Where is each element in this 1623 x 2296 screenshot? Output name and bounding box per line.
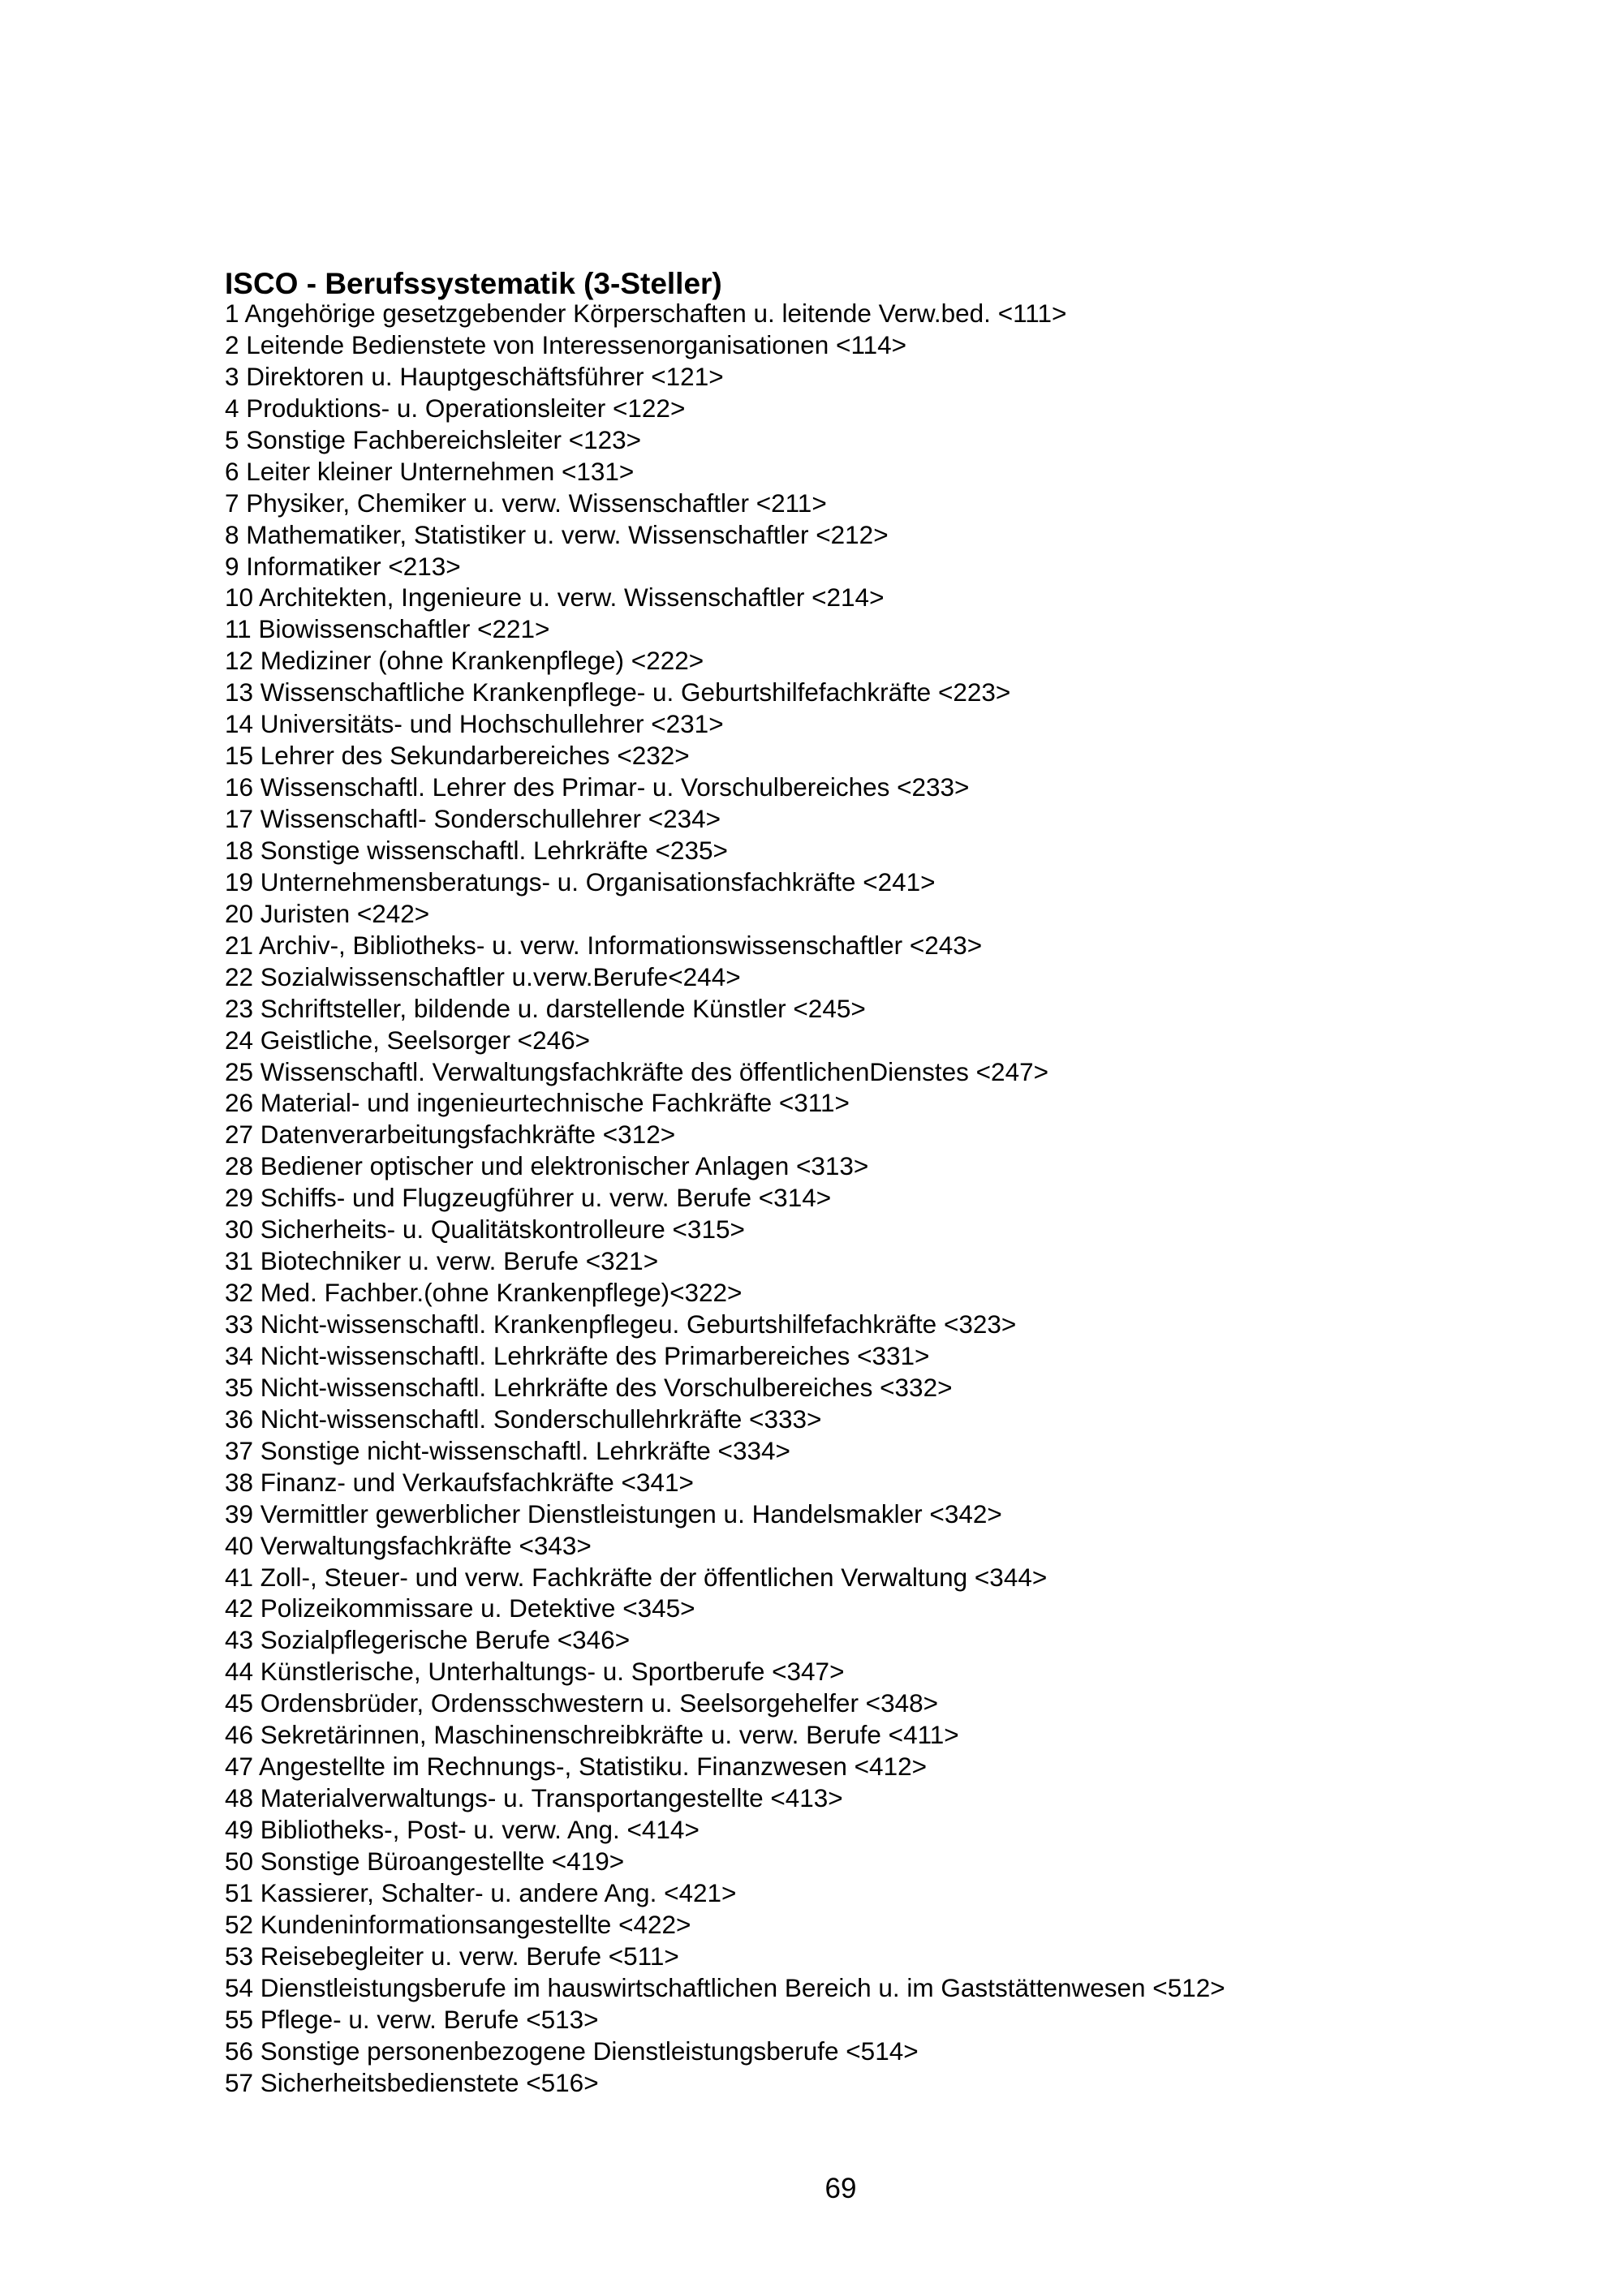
- list-item: 34 Nicht-wissenschaftl. Lehrkräfte des Primarbereiches <331>: [225, 1340, 930, 1370]
- list-item: 56 Sonstige personenbezogene Dienstleistungsberufe <514>: [225, 2036, 919, 2066]
- list-item: 26 Material- und ingenieurtechnische Fachkräfte <311>: [225, 1088, 850, 1118]
- list-item: 14 Universitäts- und Hochschullehrer <231>: [225, 709, 724, 739]
- list-item: 45 Ordensbrüder, Ordensschwestern u. Seelsorgehelfer <348>: [225, 1688, 939, 1718]
- list-item: 3 Direktoren u. Hauptgeschäftsführer <121>: [225, 361, 724, 391]
- list-item: 12 Mediziner (ohne Krankenpflege) <222>: [225, 646, 704, 676]
- page-title: ISCO - Berufssystematik (3-Steller): [225, 266, 722, 300]
- list-item: 40 Verwaltungsfachkräfte <343>: [225, 1530, 592, 1560]
- list-item: 37 Sonstige nicht-wissenschaftl. Lehrkräfte <334>: [225, 1435, 790, 1465]
- list-item: 20 Juristen <242>: [225, 898, 430, 928]
- list-item: 22 Sozialwissenschaftler u.verw.Berufe<244>: [225, 961, 741, 991]
- list-item: 21 Archiv-, Bibliotheks- u. verw. Informationswissenschaftler <243>: [225, 930, 983, 960]
- list-item: 33 Nicht-wissenschaftl. Krankenpflegeu. Geburtshilfefachkräfte <323>: [225, 1309, 1017, 1339]
- list-item: 23 Schriftsteller, bildende u. darstellende Künstler <245>: [225, 993, 866, 1023]
- list-item: 47 Angestellte im Rechnungs-, Statistiku. Finanzwesen <412>: [225, 1752, 928, 1782]
- list-item: 16 Wissenschaftl. Lehrer des Primar- u. Vorschulbereiches <233>: [225, 772, 970, 802]
- list-item: 2 Leitende Bedienstete von Interessenorganisationen <114>: [225, 329, 907, 359]
- list-item: 51 Kassierer, Schalter- u. andere Ang. <421>: [225, 1877, 737, 1907]
- list-item: 25 Wissenschaftl. Verwaltungsfachkräfte des öffentlichenDienstes <247>: [225, 1056, 1049, 1086]
- list-item: 31 Biotechniker u. verw. Berufe <321>: [225, 1246, 659, 1276]
- list-item: 13 Wissenschaftliche Krankenpflege- u. Geburtshilfefachkräfte <223>: [225, 677, 1011, 707]
- list-item: 6 Leiter kleiner Unternehmen <131>: [225, 456, 635, 486]
- list-item: 35 Nicht-wissenschaftl. Lehrkräfte des Vorschulbereiches <332>: [225, 1372, 953, 1402]
- list-item: 18 Sonstige wissenschaftl. Lehrkräfte <235>: [225, 835, 728, 865]
- list-item: 48 Materialverwaltungs- u. Transportangestellte <413>: [225, 1783, 843, 1813]
- list-item: 55 Pflege- u. verw. Berufe <513>: [225, 2004, 599, 2034]
- list-item: 49 Bibliotheks-, Post- u. verw. Ang. <414>: [225, 1815, 700, 1844]
- list-item: 15 Lehrer des Sekundarbereiches <232>: [225, 741, 690, 771]
- list-item: 29 Schiffs- und Flugzeugführer u. verw. Berufe <314>: [225, 1183, 832, 1213]
- list-item: 50 Sonstige Büroangestellte <419>: [225, 1846, 625, 1876]
- list-item: 52 Kundeninformationsangestellte <422>: [225, 1909, 691, 1939]
- list-item: 24 Geistliche, Seelsorger <246>: [225, 1025, 591, 1055]
- list-item: 9 Informatiker <213>: [225, 551, 461, 581]
- list-item: 41 Zoll-, Steuer- und verw. Fachkräfte der öffentlichen Verwaltung <344>: [225, 1562, 1048, 1592]
- list-item: 38 Finanz- und Verkaufsfachkräfte <341>: [225, 1467, 694, 1497]
- list-item: 32 Med. Fachber.(ohne Krankenpflege)<322>: [225, 1278, 743, 1308]
- list-item: 11 Biowissenschaftler <221>: [225, 614, 550, 644]
- list-item: 39 Vermittler gewerblicher Dienstleistungen u. Handelsmakler <342>: [225, 1498, 1002, 1529]
- list-item: 4 Produktions- u. Operationsleiter <122>: [225, 393, 686, 423]
- occupation-list: [225, 298, 1225, 2098]
- list-item: 7 Physiker, Chemiker u. verw. Wissenschaftler <211>: [225, 488, 827, 518]
- list-item: 54 Dienstleistungsberufe im hauswirtschaftlichen Bereich u. im Gaststättenwesen <512>: [225, 1972, 1225, 2002]
- list-item: 42 Polizeikommissare u. Detektive <345>: [225, 1593, 695, 1623]
- list-item: 44 Künstlerische, Unterhaltungs- u. Sportberufe <347>: [225, 1657, 845, 1687]
- list-item: 53 Reisebegleiter u. verw. Berufe <511>: [225, 1941, 679, 1971]
- list-item: 46 Sekretärinnen, Maschinenschreibkräfte u. verw. Berufe <411>: [225, 1720, 959, 1750]
- list-item: 27 Datenverarbeitungsfachkräfte <312>: [225, 1120, 676, 1150]
- page-number: 69: [824, 2173, 857, 2204]
- list-item: 17 Wissenschaftl- Sonderschullehrer <234>: [225, 804, 721, 833]
- list-item: 5 Sonstige Fachbereichsleiter <123>: [225, 424, 642, 454]
- list-item: 28 Bediener optischer und elektronischer Anlagen <313>: [225, 1151, 869, 1181]
- list-item: 36 Nicht-wissenschaftl. Sonderschullehrkräfte <333>: [225, 1404, 822, 1434]
- list-item: 43 Sozialpflegerische Berufe <346>: [225, 1625, 631, 1655]
- list-item: 8 Mathematiker, Statistiker u. verw. Wissenschaftler <212>: [225, 519, 889, 549]
- list-item: 1 Angehörige gesetzgebender Körperschaften u. leitende Verw.bed. <111>: [225, 299, 1067, 328]
- list-item: 30 Sicherheits- u. Qualitätskontrolleure <315>: [225, 1215, 745, 1245]
- list-item: 57 Sicherheitsbedienstete <516>: [225, 2067, 599, 2097]
- list-item: 10 Architekten, Ingenieure u. verw. Wissenschaftler <214>: [225, 583, 885, 613]
- list-item: 19 Unternehmensberatungs- u. Organisationsfachkräfte <241>: [225, 866, 936, 896]
